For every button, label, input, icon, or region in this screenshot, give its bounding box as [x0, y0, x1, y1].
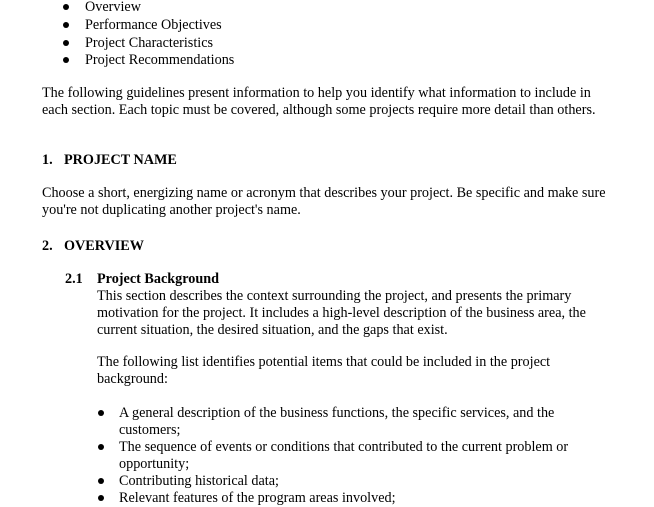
section-heading-overview [42, 238, 144, 255]
intro-paragraph: The following guidelines present information to help you identify what information to include in each section. Each topic must be covered, although some projects require more detail than others. [42, 85, 596, 118]
section-number: 2. [42, 238, 53, 254]
subsection-heading-project-background [65, 271, 219, 288]
list-item-text: Project Characteristics [85, 35, 214, 51]
list-item-text: Project Recommendations [85, 52, 235, 68]
section-number: 1. [42, 152, 53, 168]
list-item [0, 0, 600, 16]
list-item [0, 35, 600, 52]
subsection-body: This section describes the context surrounding the project, and presents the primary motivation for the project. It includes a high-level description of the business area, the current situation, the desired situation, and the gaps that exist. [97, 288, 586, 338]
bullet-icon [98, 495, 104, 501]
bullet-icon [98, 444, 104, 450]
bullet-icon [63, 22, 69, 28]
section-title: OVERVIEW [64, 238, 144, 254]
subsection-title: Project Background [97, 271, 220, 287]
subsection-body: The following list identifies potential items that could be included in the project background: [97, 354, 551, 387]
subsection-number: 2.1 [65, 271, 83, 287]
section-body: Choose a short, energizing name or acronym that describes your project. Be specific and make sure you're not duplicating another project's name. [42, 185, 606, 218]
bullet-icon [98, 478, 104, 484]
list-item-text: Relevant features of the program areas involved; [119, 490, 396, 506]
bullet-icon [98, 410, 104, 416]
list-item-text: Performance Objectives [85, 17, 222, 33]
list-item-text: Overview [85, 0, 141, 15]
bullet-icon [63, 40, 69, 46]
bullet-icon [63, 4, 69, 10]
bullet-icon [63, 57, 69, 63]
list-item-text: A general description of the business functions, the specific services, and the customers; [119, 405, 555, 438]
list-item-text: Contributing historical data; [119, 473, 279, 489]
section-title: PROJECT NAME [64, 152, 177, 168]
section-heading-project-name [42, 152, 177, 169]
list-item [0, 52, 600, 69]
list-item-text: The sequence of events or conditions that contributed to the current problem or opportunity; [119, 439, 569, 472]
list-item [0, 17, 600, 34]
